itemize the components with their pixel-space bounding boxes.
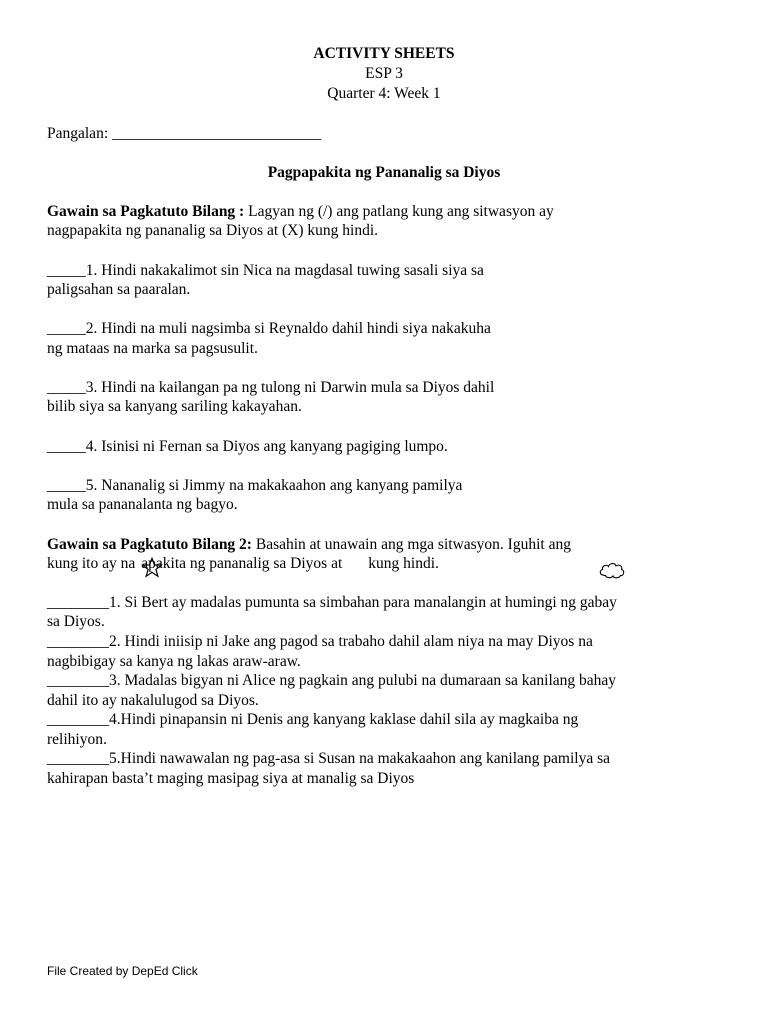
activity1-heading: Gawain sa Pagkatuto Bilang : xyxy=(47,203,245,220)
activity1-instruction-text: Lagyan ng (/) ang patlang kung ang sitwasyon ay xyxy=(244,203,554,220)
activity1-item-2: _____2. Hindi na muli nagsimba si Reynaldo dahil hindi siya nakakuha xyxy=(47,320,491,337)
activity2-instruction xyxy=(47,535,571,554)
name-field-line: Pangalan: ___________________________ xyxy=(47,125,322,142)
activity1-instruction xyxy=(47,202,554,221)
activity2-item-4-cont: relihiyon. xyxy=(47,731,107,748)
activity2-item-4: ________4.Hindi pinapansin ni Denis ang kanyang kaklase dahil sila ay magkaiba ng xyxy=(47,711,579,728)
activity2-heading: Gawain sa Pagkatuto Bilang 2: xyxy=(47,536,252,553)
quarter-label: Quarter 4: Week 1 xyxy=(327,85,441,102)
activity1-item-4: _____4. Isinisi ni Fernan sa Diyos ang kanyang pagiging lumpo. xyxy=(47,438,448,455)
activity1-item-1: _____1. Hindi nakakalimot sin Nica na magdasal tuwing sasali siya sa xyxy=(47,262,484,279)
star-icon xyxy=(141,557,163,579)
activity2-item-5-cont: kahirapan basta’t maging masipag siya at manalig sa Diyos xyxy=(47,770,415,787)
cloud-icon xyxy=(598,560,626,580)
activity2-item-3-cont: dahil ito ay nakalulugod sa Diyos. xyxy=(47,692,259,709)
activity2-item-2-cont: nagbibigay sa kanya ng lakas araw-araw. xyxy=(47,653,301,670)
activity2-item-1: ________1. Si Bert ay madalas pumunta sa simbahan para manalangin at humingi ng gabay xyxy=(47,594,617,611)
activity2-instruction-text: Basahin at unawain ang mga sitwasyon. Iguhit ang xyxy=(251,536,571,553)
activity2-item-3: ________3. Madalas bigyan ni Alice ng pagkain ang pulubi na dumaraan sa kanilang bahay xyxy=(47,672,617,689)
activity2-instruction-line2 xyxy=(47,554,439,573)
activity1-item-5-cont: mula sa pananalanta ng bagyo. xyxy=(47,496,238,513)
activity1-item-2-cont: ng mataas na marka sa pagsusulit. xyxy=(47,340,258,357)
footer-credit: File Created by DepEd Click xyxy=(47,964,198,978)
activity2-item-2: ________2. Hindi iniisip ni Jake ang pagod sa trabaho dahil alam niya na may Diyos na xyxy=(47,633,593,650)
activity2-instruction-part-c: kung hindi. xyxy=(368,555,439,572)
activity1-instruction-line2: nagpapakita ng pananalig sa Diyos at (X) kung hindi. xyxy=(47,222,379,239)
activity1-item-5: _____5. Nananalig si Jimmy na makakaahon ang kanyang pamilya xyxy=(47,477,463,494)
subject-label: ESP 3 xyxy=(365,65,403,82)
activity1-item-3: _____3. Hindi na kailangan pa ng tulong ni Darwin mula sa Diyos dahil xyxy=(47,379,495,396)
activity1-item-3-cont: bilib siya sa kanyang sariling kakayahan. xyxy=(47,398,302,415)
activity2-instruction-part-b: apakita ng pananalig sa Diyos at xyxy=(141,555,343,572)
sheet-title: ACTIVITY SHEETS xyxy=(313,45,455,62)
activity2-instruction-part-a: kung ito ay na xyxy=(47,555,136,572)
activity1-item-1-cont: paligsahan sa paaralan. xyxy=(47,281,191,298)
activity2-item-5: ________5.Hindi nawawalan ng pag-asa si Susan na makakaahon ang kanilang pamilya sa xyxy=(47,750,611,767)
activity2-item-1-cont: sa Diyos. xyxy=(47,613,105,630)
lesson-title: Pagpapakita ng Pananalig sa Diyos xyxy=(267,164,501,181)
